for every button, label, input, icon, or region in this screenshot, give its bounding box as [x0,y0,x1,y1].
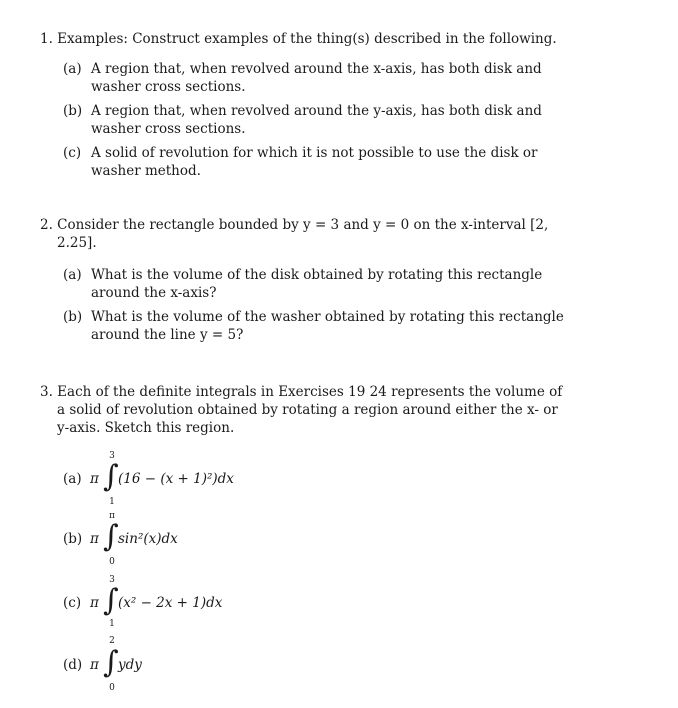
q3-stem-line2: a solid of revolution obtained by rotating a region around either the x- or [57,402,558,418]
q3c-pi: π [90,595,99,611]
q2b-text-line1: What is the volume of the washer obtained by rotating this rectangle [91,309,564,325]
q3-stem-line1: 3. Each of the definite integrals in Exercises 19 24 represents the volume of [40,384,563,400]
q3d-upper-limit: 2 [109,636,115,646]
q2a-text-line2: around the x-axis? [91,285,217,301]
q3a-integral-sign: ∫ [103,459,119,494]
q2b-text-line2: around the line y = 5? [91,327,244,343]
q1a-text-line1: A region that, when revolved around the x-axis, has both disk and [91,61,542,77]
q2a-text-line1: What is the volume of the disk obtained by rotating this rectangle [91,267,543,283]
q3d-pi: π [90,657,99,673]
q3b-lower-limit: 0 [109,557,115,567]
q3a-lower-limit: 1 [109,497,115,507]
q3c-integral-sign: ∫ [103,583,119,618]
q3d-integral-sign: ∫ [103,645,119,680]
q3b-label: (b) [63,531,83,547]
q3a-label: (a) [63,471,82,487]
q1c-label: (c) [63,145,82,161]
q3c-lower-limit: 1 [109,619,115,629]
q2a-label: (a) [63,267,82,283]
q3b-integral-sign: ∫ [103,519,119,554]
q3d-label: (d) [63,657,83,673]
q3d-integrand: ydy [118,657,142,673]
q3-stem-line3: y-axis. Sketch this region. [57,420,235,436]
q3b-integrand: sin²(x)dx [118,531,178,547]
q1b-label: (b) [63,103,83,119]
q1a-text-line2: washer cross sections. [91,79,246,95]
q1c-text-line2: washer method. [91,163,201,179]
q3c-integrand: (x² − 2x + 1)dx [118,595,223,611]
q3b-upper-limit: π [109,511,115,521]
q3c-upper-limit: 3 [109,575,115,585]
q3a-upper-limit: 3 [109,451,115,461]
q1c-text-line1: A solid of revolution for which it is not possible to use the disk or [91,145,538,161]
q2-stem-line1: 2. Consider the rectangle bounded by y = 3 and y = 0 on the x-interval [2, [40,217,549,233]
q3a-integrand: (16 − (x + 1)²)dx [118,471,234,487]
q1b-text-line1: A region that, when revolved around the y-axis, has both disk and [91,103,542,119]
q1b-text-line2: washer cross sections. [91,121,246,137]
q2-stem-line2: 2.25]. [57,235,97,251]
q3c-label: (c) [63,595,82,611]
q3b-pi: π [90,531,99,547]
q2b-label: (b) [63,309,83,325]
q1a-label: (a) [63,61,82,77]
q1-stem: 1. Examples: Construct examples of the thing(s) described in the following. [40,31,557,47]
q3a-pi: π [90,471,99,487]
q3d-lower-limit: 0 [109,683,115,693]
